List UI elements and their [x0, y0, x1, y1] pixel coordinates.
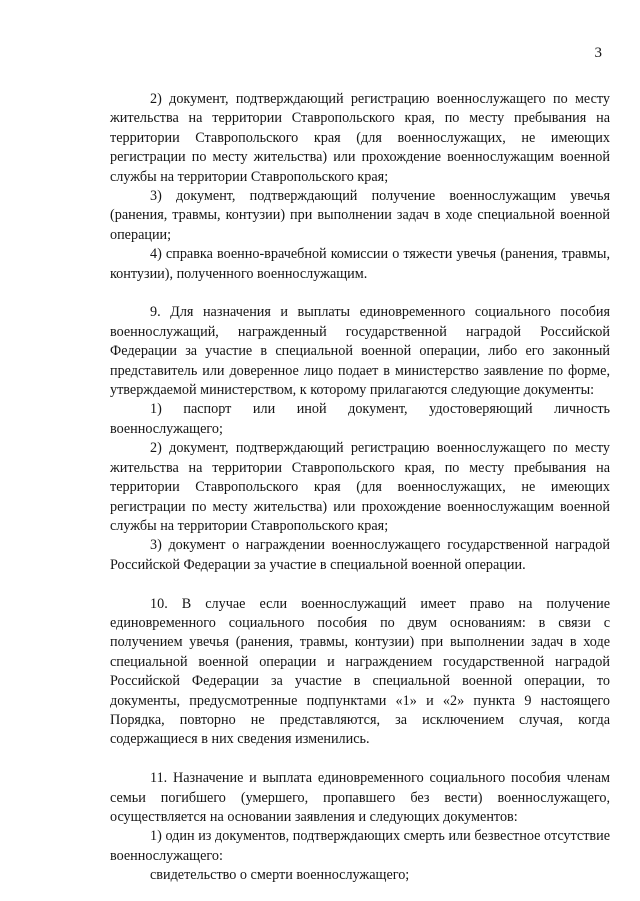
paragraph-item-8-3: 3) документ, подтверждающий получение военнослужащим увечья (ранения, травмы, контузии) при выполнении задач в ходе специальной военной операции;: [110, 188, 610, 243]
page-number: 3: [594, 45, 602, 61]
paragraph-item-8-4: 4) справка военно-врачебной комиссии о тяжести увечья (ранения, травмы, контузии), полученного военнослужащим.: [110, 246, 610, 282]
paragraph-section-9: 9. Для назначения и выплаты единовременного социального пособия военнослужащий, награжденный государственной наградой Российской Федерации за участие в специальной военной операции, либо его законный представитель или доверенное лицо подает в министерство заявление по форме, утверждаемой министерством, к которому прилагаются следующие документы:: [110, 304, 610, 399]
paragraph-section-10: 10. В случае если военнослужащий имеет право на получение единовременного социального пособия по двум основаниям: в связи с получением увечья (ранения, травмы, контузии) при выполнении задач в ходе специальной военной операции и награждением государственной наградой Российской Федерации за участие в специальной военной операции, то документы, предусмотренные подпунктами «1» и «2» пункта 9 настоящего Порядка, повторно не представляются, за исключением случая, когда содержащиеся в них сведения изменились.: [110, 595, 610, 748]
paragraph-item-8-2: 2) документ, подтверждающий регистрацию военнослужащего по месту жительства на территории Ставропольского края, по месту пребывания на территории Ставропольского края (для военнослужащих, не имеющих регистрации по месту жительства) или прохождение военнослужащим военной службы на территории Ставропольского края;: [110, 91, 610, 185]
paragraph-item-9-1: 1) паспорт или иной документ, удостоверяющий личность военнослужащего;: [110, 401, 610, 437]
paragraph-item-11-1-a: свидетельство о смерти военнослужащего;: [150, 867, 410, 884]
paragraph-item-9-3: 3) документ о награждении военнослужащего государственной наградой Российской Федерации за участие в специальной военной операции.: [110, 537, 610, 573]
paragraph-section-11: 11. Назначение и выплата единовременного социального пособия членам семьи погибшего (умершего, пропавшего без вести) военнослужащего, осуществляется на основании заявления и следующих документов:: [110, 770, 610, 825]
paragraph-item-11-1: 1) один из документов, подтверждающих смерть или безвестное отсутствие военнослужащего:: [110, 828, 610, 864]
paragraph-item-9-2: 2) документ, подтверждающий регистрацию военнослужащего по месту жительства на территории Ставропольского края, по месту пребывания на территории Ставропольского края (для военнослужащих, не имеющих регистрации по месту жительства) или прохождение военнослужащим военной службы на территории Ставропольского края;: [110, 440, 610, 534]
document-body: [110, 90, 610, 886]
